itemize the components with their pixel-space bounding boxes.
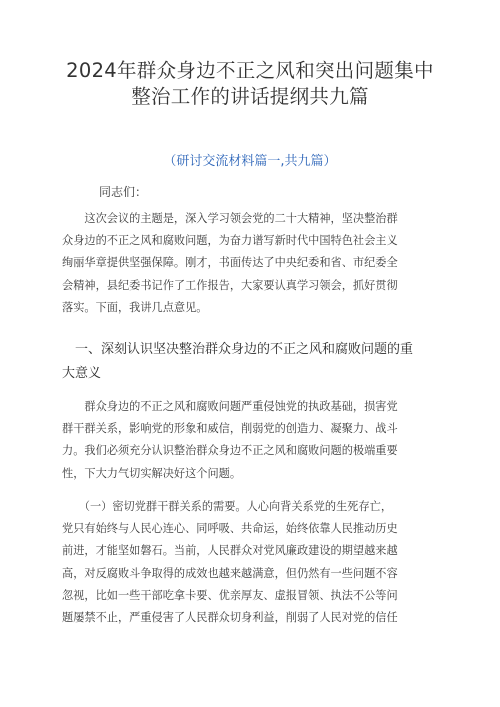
text-line: 群众身边的不正之风和腐败问题严重侵蚀党的执政基础，损害党: [62, 400, 398, 413]
document-title: [40, 58, 460, 110]
text-line: 落实。下面，我讲几点意见。: [62, 300, 208, 314]
heading-line: 大意义: [62, 366, 102, 381]
intro-paragraph: [62, 208, 442, 319]
text-line: 这次会议的主题是，深入学习领会党的二十大精神，坚决整治群: [62, 212, 398, 225]
text-line: 性，下大力气切实解决好这个问题。: [62, 466, 242, 480]
document-subtitle: （研讨交流材料篇一,共九篇）: [163, 154, 337, 169]
section-heading: [62, 338, 442, 386]
text-line: 题屡禁不止，严重侵害了人民群众切身利益，削弱了人民对党的信任: [62, 611, 398, 625]
text-line: 忽视，比如一些干部吃拿卡要、优亲厚友、虚报冒领、执法不公等问: [62, 588, 398, 602]
text-line: 高，对反腐败斗争取得的成效也越来越满意，但仍然有一些问题不容: [62, 566, 398, 580]
heading-line: 一、深刻认识坚决整治群众身边的不正之风和腐败问题的重: [62, 342, 414, 357]
section-paragraph: [62, 396, 442, 485]
text-line: 群干群关系，影响党的形象和威信，削弱党的创造力、凝聚力、战斗: [62, 422, 398, 436]
subsection-paragraph: [62, 496, 442, 629]
text-line: （一）密切党群干群关系的需要。人心向背关系党的生死存亡，: [62, 500, 393, 513]
text-line: 力。我们必须充分认识整治群众身边不正之风和腐败问题的极端重要: [62, 444, 398, 458]
text-line: 会精神，县纪委书记作了工作报告，大家要认真学习领会，抓好贯彻: [62, 278, 398, 292]
title-line: 整治工作的讲话提纲共九篇: [131, 85, 369, 108]
text-line: 前进，才能坚如磐石。当前，人民群众对党风廉政建设的期望越来越: [62, 544, 398, 558]
text-line: 党只有始终与人民心连心、同呼吸、共命运，始终依靠人民推动历史: [62, 522, 398, 536]
text-line: 绚丽华章提供坚强保障。刚才，书面传达了中央纪委和省、市纪委全: [62, 256, 398, 270]
greeting: 同志们：: [99, 185, 148, 199]
title-line: 2024年群众身边不正之风和突出问题集中: [66, 59, 434, 82]
text-line: 众身边的不正之风和腐败问题，为奋力谱写新时代中国特色社会主义: [62, 234, 398, 248]
